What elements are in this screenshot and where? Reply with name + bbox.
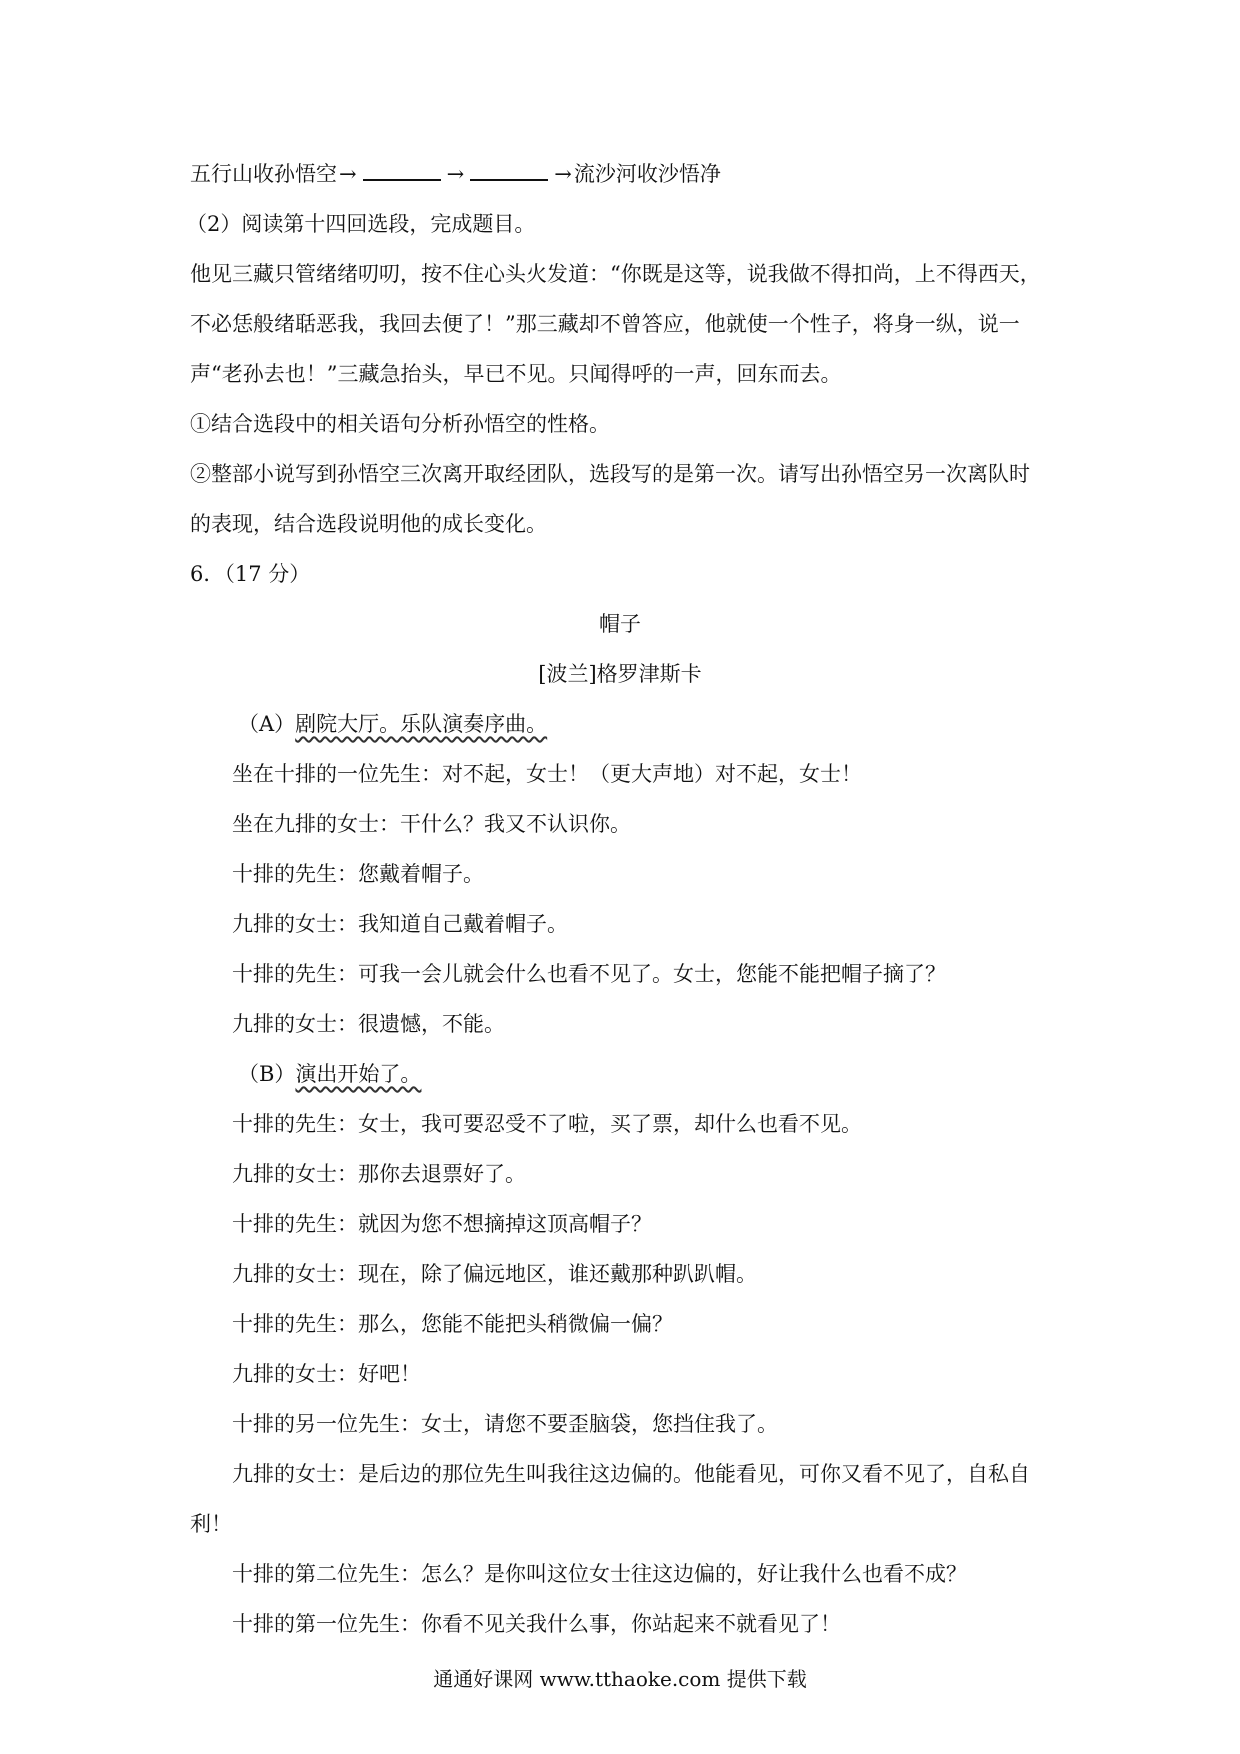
dialogue-line: 十排的第二位先生：怎么？是你叫这位女士往这边偏的，好让我什么也看不成？ (232, 1562, 967, 1586)
dialogue-line: 十排的第一位先生：你看不见关我什么事，你站起来不就看见了！ (232, 1612, 841, 1636)
route-end: 流沙河收沙悟净 (573, 162, 721, 186)
dialogue-line: 十排的先生：就因为您不想摘掉这顶高帽子？ (232, 1212, 652, 1236)
question-6-number: 6．（17 分） (190, 562, 311, 586)
stage-b-text: 演出开始了。 (295, 1062, 422, 1086)
passage-line-1: 他见三藏只管绪绪叨叨，按不住心头火发道：“你既是这等，说我做不得扣尚，上不得西天， (190, 262, 1041, 286)
subquestion-1: ①结合选段中的相关语句分析孙悟空的性格。 (190, 412, 610, 436)
stage-direction-a (238, 709, 547, 739)
stage-a-label: （A） (238, 712, 296, 736)
page-footer: 通通好课网 www.tthaoke.com 提供下载 (433, 1667, 807, 1691)
dialogue-line: 十排的先生：那么，您能不能把头稍微偏一偏？ (232, 1312, 673, 1336)
route-arrow-3: → (554, 162, 572, 186)
stage-direction-b (238, 1059, 421, 1089)
part2-heading: （2）阅读第十四回选段，完成题目。 (186, 212, 536, 236)
dialogue-line: 十排的先生：可我一会儿就会什么也看不见了。女士，您能不能把帽子摘了？ (232, 962, 946, 986)
dialogue-line-long-2: 利！ (190, 1512, 232, 1536)
dialogue-line: 坐在九排的女士：干什么？我又不认识你。 (232, 812, 631, 836)
stage-b-label: （B） (238, 1062, 296, 1086)
route-start: 五行山收孙悟空 (190, 162, 337, 186)
dialogue-line: 十排的另一位先生：女士，请您不要歪脑袋，您挡住我了。 (232, 1412, 778, 1436)
answer-blank-1[interactable] (363, 161, 441, 181)
route-arrow-2: → (446, 162, 465, 186)
stage-a-text: 剧院大厅。乐队演奏序曲。 (295, 712, 548, 736)
play-author: [波兰]格罗津斯卡 (538, 662, 702, 686)
dialogue-line: 九排的女士：现在，除了偏远地区，谁还戴那种趴趴帽。 (232, 1262, 757, 1286)
play-title: 帽子 (599, 612, 641, 636)
dialogue-line: 十排的先生：您戴着帽子。 (232, 862, 484, 886)
dialogue-line-long-1: 九排的女士：是后边的那位先生叫我往这边偏的。他能看见，可你又看不见了，自私自 (232, 1462, 1030, 1486)
dialogue-line: 九排的女士：很遗憾，不能。 (232, 1012, 505, 1036)
passage-line-3: 声“老孙去也！”三藏急抬头，早已不见。只闻得呼的一声，回东而去。 (190, 362, 842, 386)
subquestion-2-line-1: ②整部小说写到孙悟空三次离开取经团队，选段写的是第一次。请写出孙悟空另一次离队时 (190, 462, 1030, 486)
dialogue-line: 坐在十排的一位先生：对不起，女士！（更大声地）对不起，女士！ (232, 762, 862, 786)
route-arrow-1: → (339, 162, 357, 186)
route-line (190, 159, 721, 189)
passage-line-2: 不必恁般绪聒恶我，我回去便了！”那三藏却不曾答应，他就使一个性子，将身一纵，说一 (190, 312, 1020, 336)
subquestion-2-line-2: 的表现，结合选段说明他的成长变化。 (190, 512, 547, 536)
dialogue-line: 十排的先生：女士，我可要忍受不了啦，买了票，却什么也看不见。 (232, 1112, 862, 1136)
dialogue-line: 九排的女士：我知道自己戴着帽子。 (232, 912, 568, 936)
dialogue-line: 九排的女士：好吧！ (232, 1362, 421, 1386)
answer-blank-2[interactable] (470, 161, 548, 181)
dialogue-line: 九排的女士：那你去退票好了。 (232, 1162, 526, 1186)
